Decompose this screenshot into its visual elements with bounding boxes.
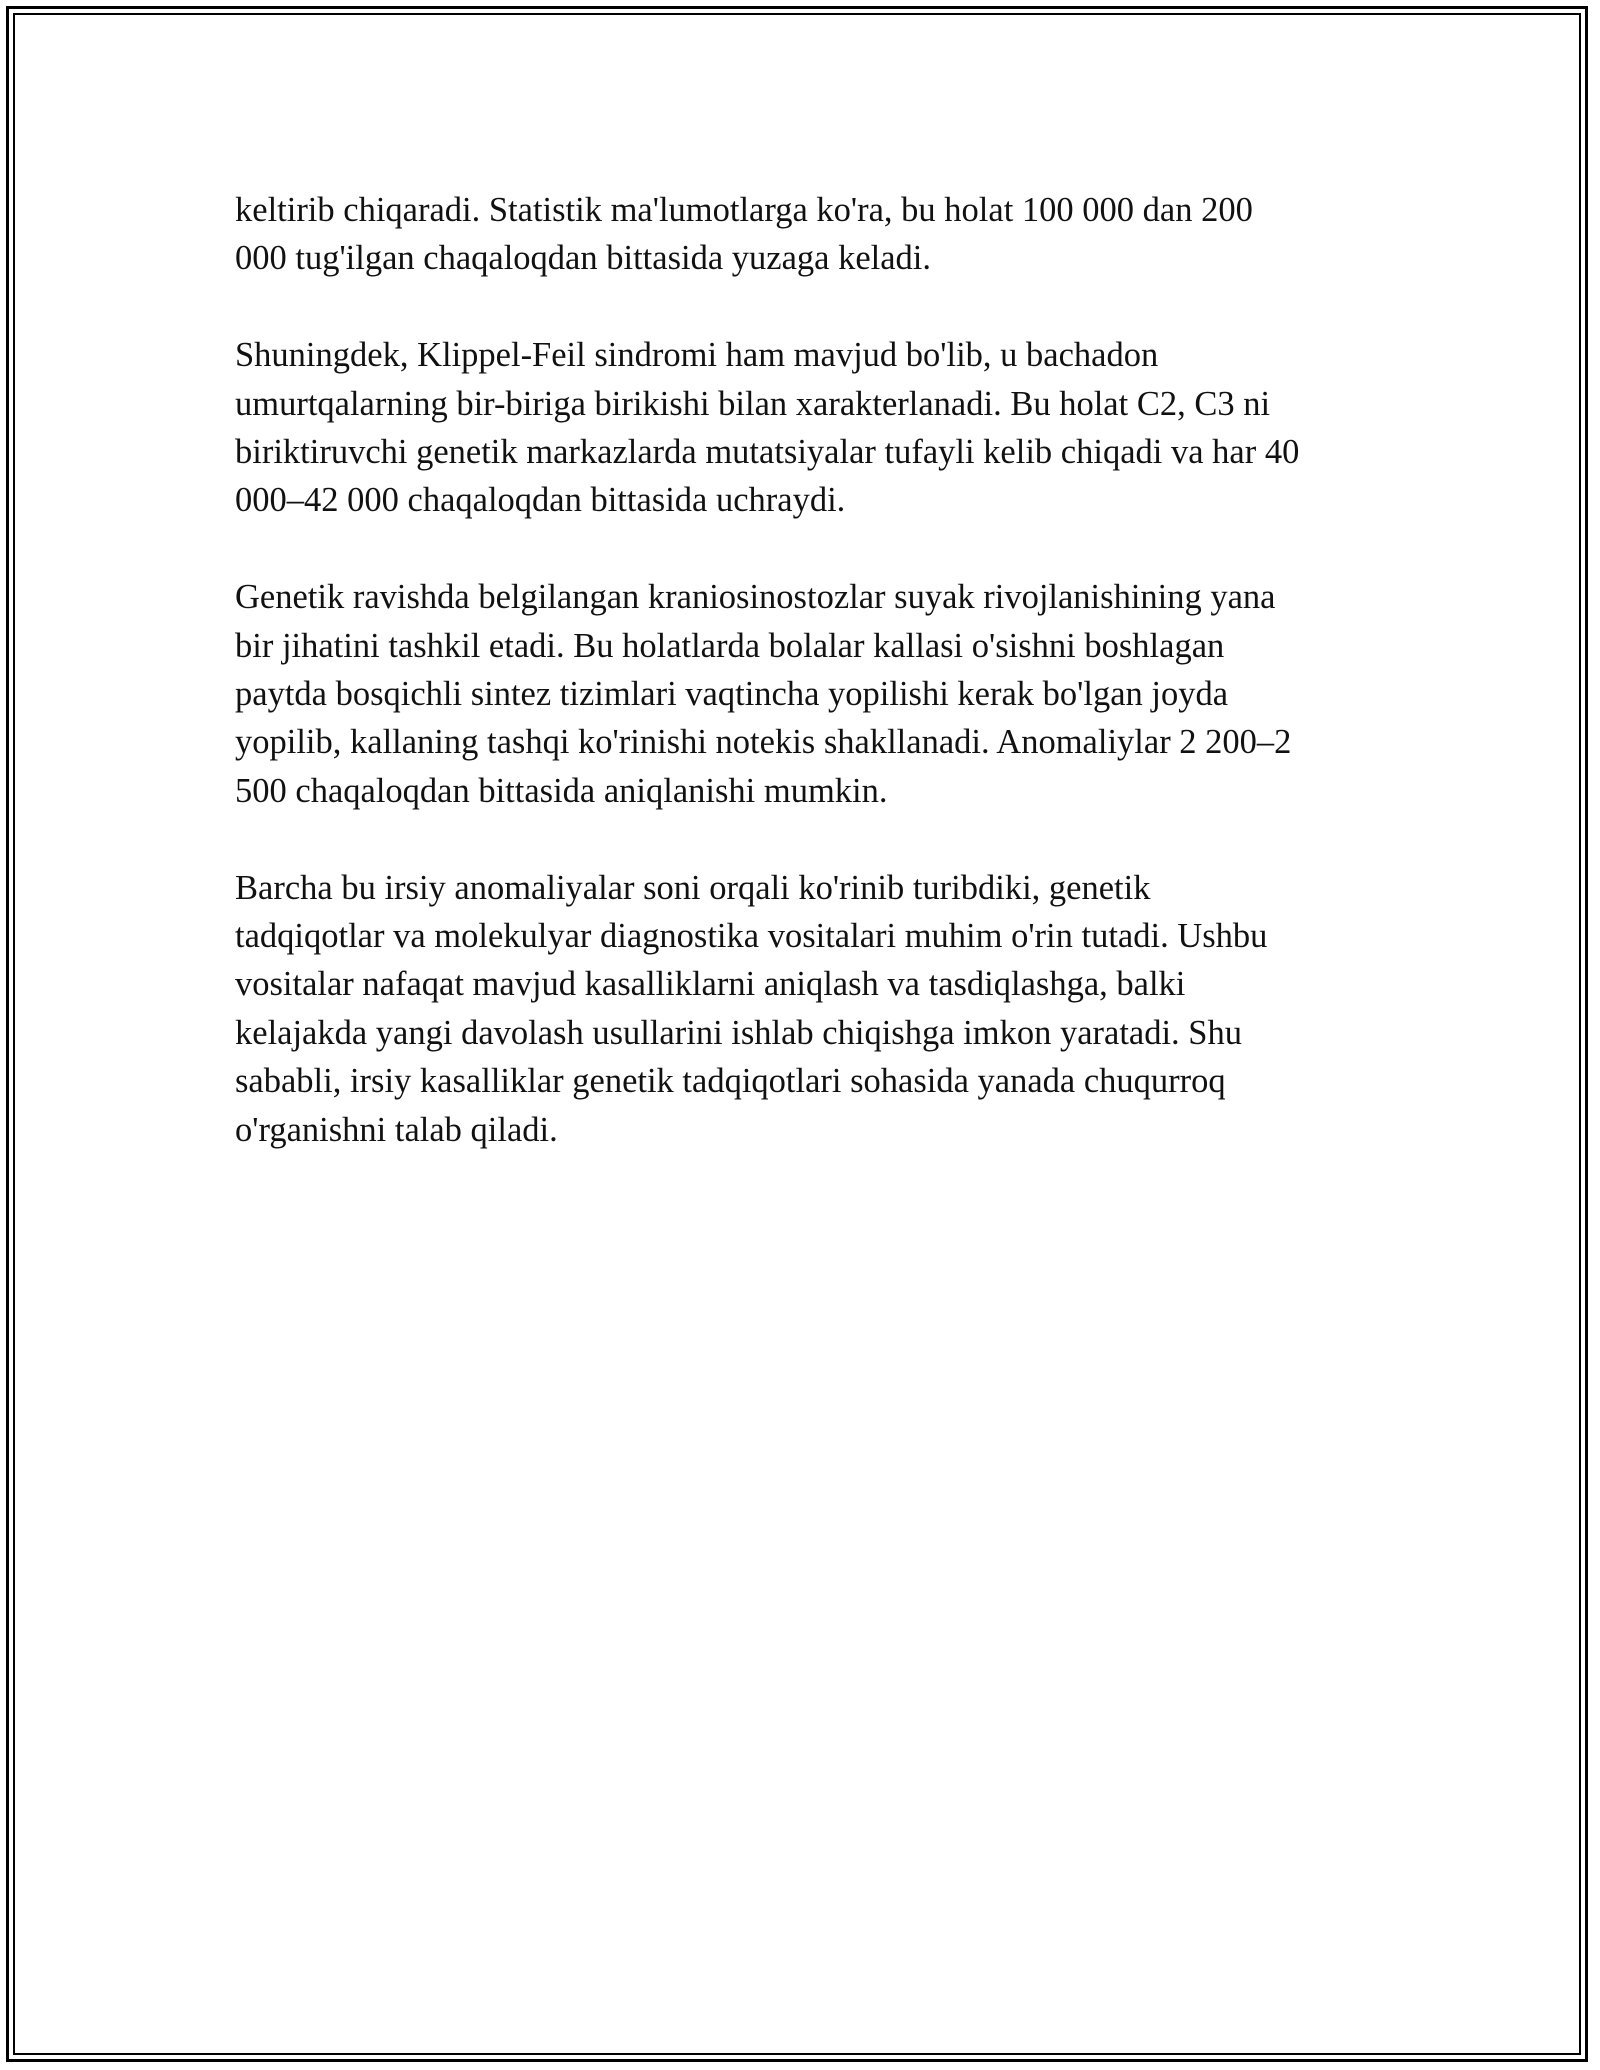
paragraph-3: Genetik ravishda belgilangan kraniosinostozlar suyak rivojlanishining yana bir jihatini tashkil etadi. Bu holatlarda bolalar kallasi o'sishni boshlagan paytda bosqichli sintez tizimlari vaqtincha yopilishi kerak bo'lgan joyda yopilib, kallaning tashqi ko'rinishi notekis shakllanadi. Anomaliylar 2 200–2 500 chaqaloqdan bittasida aniqlanishi mumkin. (235, 578, 1292, 810)
paragraph-1: keltirib chiqaradi. Statistik ma'lumotlarga ko'ra, bu holat 100 000 dan 200 000 tug'ilgan chaqaloqdan bittasida yuzaga keladi. (235, 191, 1253, 278)
paragraph-4: Barcha bu irsiy anomaliyalar soni orqali ko'rinib turibdiki, genetik tadqiqotlar va molekulyar diagnostika vositalari muhim o'rin tutadi. Ushbu vositalar nafaqat mavjud kasalliklarni aniqlash va tasdiqlashga, balki kelajakda yangi davolash usullarini ishlab chiqishga imkon yaratadi. Shu sababli, irsiy kasalliklar genetik tadqiqotlari sohasida yanada chuqurroq o'rganishni talab qiladi. (235, 868, 1268, 1149)
document-body (235, 186, 1375, 1202)
paragraph-2: Shuningdek, Klippel-Feil sindromi ham mavjud bo'lib, u bachadon umurtqalarning bir-biriga birikishi bilan xarakterlanadi. Bu holat C2, C3 ni biriktiruvchi genetik markazlarda mutatsiyalar tufayli kelib chiqadi va har 40 000–42 000 chaqaloqdan bittasida uchraydi. (235, 336, 1300, 520)
